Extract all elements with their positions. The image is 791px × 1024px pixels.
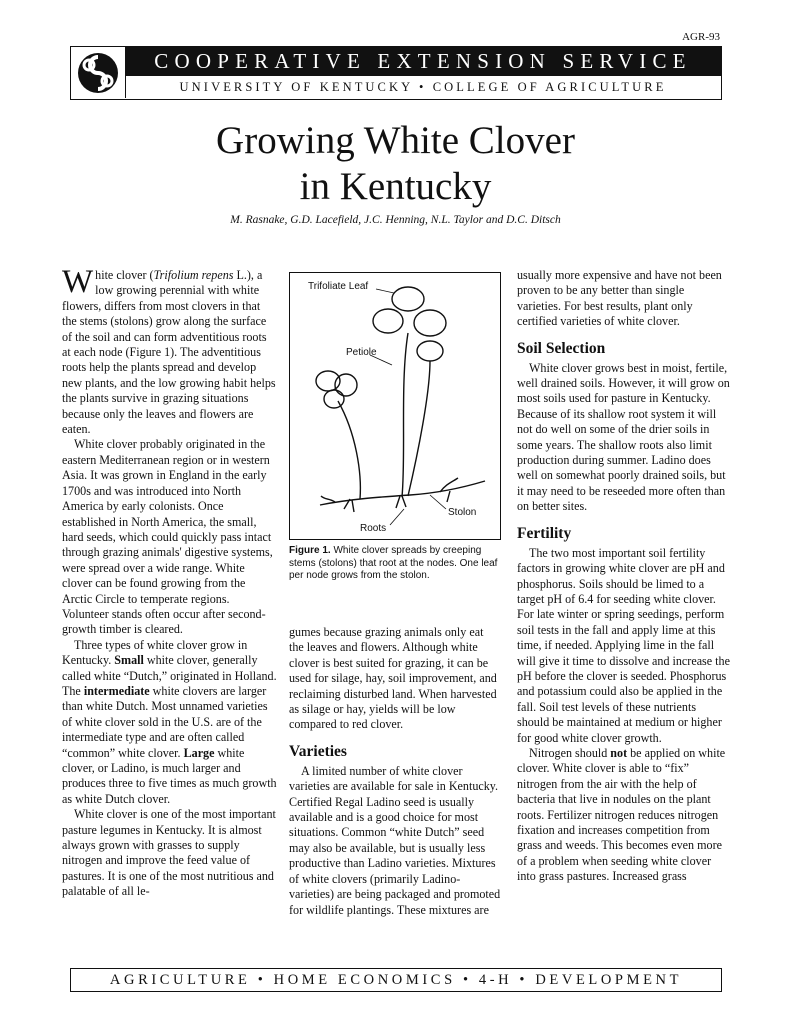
heading-soil-selection: Soil Selection — [517, 339, 606, 357]
header-banner — [70, 46, 722, 100]
paragraph-varieties-cont: usually more expensive and have not been proven to be any better than single varieties. For best results, plant only certified varieties of white clover. — [517, 268, 722, 329]
paragraph-uses: gumes because grazing animals only eat the leaves and flowers. Although white clover is best suited for grazing, it can be used for silage, hay, soil improvement, and reclaiming disturbed land. When harvested as silage or hay, yields will be low compared to red clover. — [289, 625, 497, 732]
org-subtitle: UNIVERSITY OF KENTUCKY • COLLEGE OF AGRICULTURE — [179, 80, 667, 94]
column-2 — [289, 625, 501, 918]
figure-caption: Figure 1. White clover spreads by creeping stems (stolons) that root at the nodes. One leaf per node grows from the stolon. — [289, 545, 498, 582]
heading-varieties: Varieties — [289, 742, 347, 760]
paragraph-intro: White clover (Trifolium repens L.), a low growing perennial with white flowers, differs from most clovers in that the stems (stolons) grow along the surface of the soil and can form adventitious roots at each node (Figure 1). The adventitious roots help the plants spread and develop new plants, and the low growing habit helps the plants survive in grazing situations because only the leaves and flowers are eaten. — [62, 264, 276, 437]
paragraph-types: Three types of white clover grow in Kentucky. Small white clover, generally called white “Dutch,” originated in Holland. The intermediate white clovers are larger than white Dutch. Most unnamed varieties of white clover sold in the U.S. are of the intermediate type and are often called “common” white clover. Large white clover, or Ladino, is much larger and produces three to five times as much growth as white Dutch clover. — [62, 637, 277, 806]
footer-banner: AGRICULTURE • HOME ECONOMICS • 4-H • DEVELOPMENT — [70, 968, 722, 992]
species-name: Trifolium repens — [153, 268, 234, 282]
title-line-1: Growing White Clover — [216, 119, 575, 162]
page-title — [0, 118, 791, 210]
paragraph-importance: White clover is one of the most important pasture legumes in Kentucky. It is almost always grown with grasses to supply nitrogen and improve the feed value of pastures. It is one of the most nutritious and palatable of all le- — [62, 807, 276, 899]
paragraph-varieties: A limited number of white clover varieties are available for sale in Kentucky. Certified Regal Ladino seed is usually available and is a good choice for most situations. Common “white Dutch” seed may also be available, but is usually less productive than Ladino varieties. Mixtures of white clovers (primarily Ladino-varieties) are being packaged and promoted for wildlife plantings. These mixtures are — [289, 763, 501, 917]
cooperative-extension-logo-icon — [71, 47, 126, 98]
white-clover-illustration — [290, 273, 500, 539]
org-name: COOPERATIVE EXTENSION SERVICE — [125, 47, 721, 76]
label-stolon: Stolon — [448, 507, 477, 518]
figure-1 — [289, 272, 501, 540]
paragraph-fertility: The two most important soil fertility factors in growing white clover are pH and phosphorus. Soils should be limed to a target pH of 6.4 for seeding white clover. For late winter or spring seedings, perform soil tests in the fall and apply lime at this time, if needed. Applying lime in the fall will give it time to dissolve and increase the pH before the clover is seeded. Phosphorus and potassium could also be applied in the fall. Soil test levels of these nutrients should be maintained at medium or higher for good white clover growth. — [517, 545, 730, 745]
paragraph-nitrogen: Nitrogen should not be applied on white clover. White clover is able to “fix” nitrogen from the air with the help of bacteria that live in nodules on the plant roots. Fertilizer nitrogen reduces nitrogen fixation and increases competition from grass and weeds. This becomes even more of a problem when seeding white clover into grass pastures. Increased grass — [517, 745, 726, 884]
label-roots: Roots — [360, 523, 387, 534]
paragraph-soil: White clover grows best in moist, fertile, well drained soils. However, it will grow on most soils used for pasture in Kentucky. Because of its shallow root system it will not do well on some of the drier soils in some years. The shallow roots also limit production during summer. Ladino does well on somewhat poorly drained soils, but it may need to be reseeded more often than on better sites. — [517, 360, 730, 514]
column-3 — [517, 268, 731, 885]
title-line-2: in Kentucky — [299, 165, 492, 208]
drop-cap: W — [62, 264, 94, 300]
document-number: AGR-93 — [682, 31, 720, 43]
paragraph-origin: White clover probably originated in the eastern Mediterranean region or in western Asia. It was grown in England in the early 1700s and was introduced into North America by early colonists. Once established in North America, the small, hard seeds, which could quickly pass intact through grazing animals' digestive systems, were spread over a wide range. White clover can be found growing from the Arctic Circle to temperate regions. Volunteer stands often occur after second-growth timber is cleared. — [62, 437, 273, 637]
column-1 — [62, 264, 277, 900]
label-trifoliate-leaf: Trifoliate Leaf — [308, 281, 369, 292]
label-petiole: Petiole — [346, 347, 377, 358]
heading-fertility: Fertility — [517, 524, 572, 542]
authors: M. Rasnake, G.D. Lacefield, J.C. Henning, N.L. Taylor and D.C. Ditsch — [230, 214, 561, 226]
